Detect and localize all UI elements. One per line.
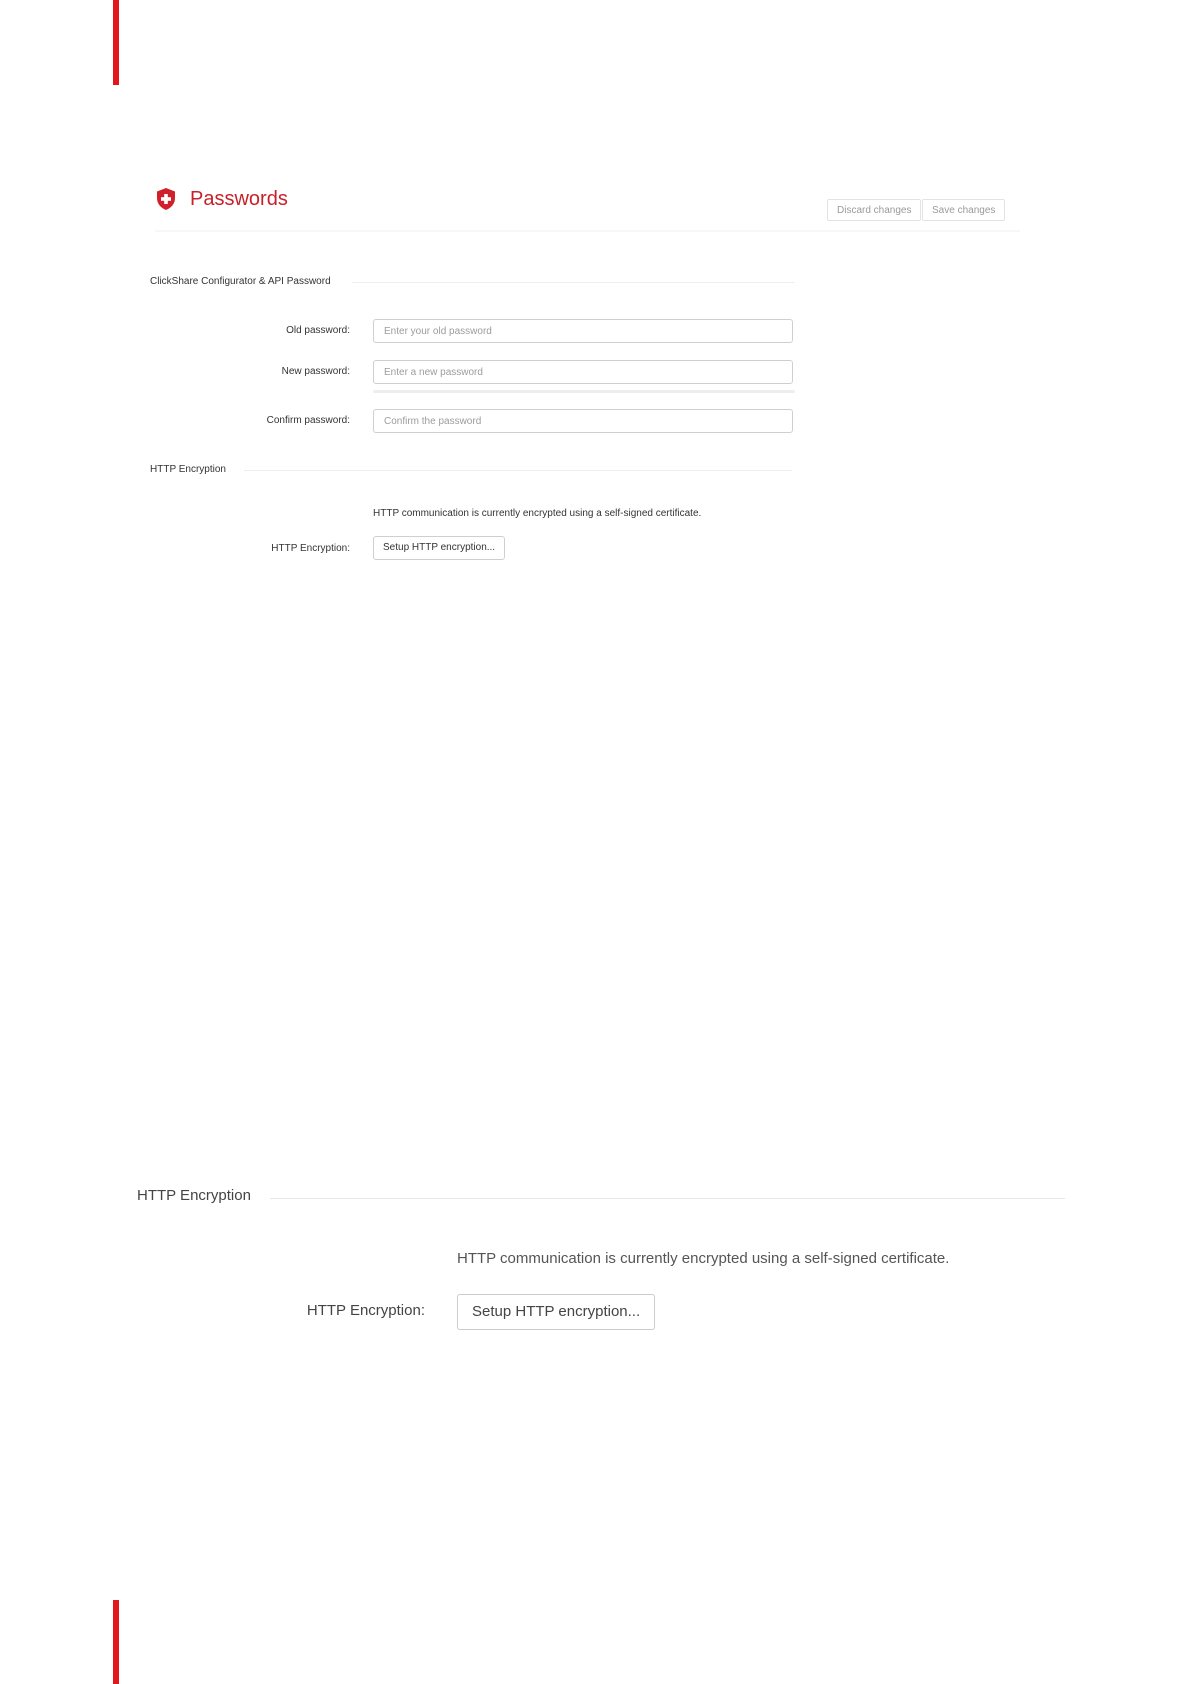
confirm-password-label: Confirm password: — [266, 415, 350, 426]
section-title-password: ClickShare Configurator & API Password — [150, 276, 331, 287]
detail-section-divider — [270, 1198, 1065, 1199]
password-strength-bar — [373, 390, 795, 393]
save-changes-button[interactable]: Save changes — [922, 199, 1005, 221]
old-password-label: Old password: — [286, 325, 350, 336]
http-encryption-info: HTTP communication is currently encrypted using a self-signed certificate. — [373, 508, 702, 519]
header-divider — [155, 230, 1020, 232]
old-password-input[interactable] — [373, 319, 793, 343]
detail-http-encryption-info: HTTP communication is currently encrypted using a self-signed certificate. — [457, 1250, 950, 1267]
new-password-label: New password: — [281, 366, 350, 377]
page-margin-mark-top — [113, 0, 119, 85]
shield-icon — [155, 187, 177, 211]
section-divider-http-encryption — [244, 470, 792, 471]
http-encryption-label: HTTP Encryption: — [271, 543, 350, 554]
page-margin-mark-bottom — [113, 1600, 119, 1684]
discard-changes-button[interactable]: Discard changes — [827, 199, 921, 221]
page-title: Passwords — [190, 188, 288, 210]
detail-setup-http-encryption-button[interactable]: Setup HTTP encryption... — [457, 1294, 655, 1330]
new-password-input[interactable] — [373, 360, 793, 384]
confirm-password-input[interactable] — [373, 409, 793, 433]
detail-section-title: HTTP Encryption — [137, 1187, 251, 1204]
detail-http-encryption-label: HTTP Encryption: — [306, 1302, 425, 1319]
section-divider-password — [352, 282, 795, 283]
section-title-http-encryption: HTTP Encryption — [150, 464, 226, 475]
setup-http-encryption-button[interactable]: Setup HTTP encryption... — [373, 536, 505, 560]
